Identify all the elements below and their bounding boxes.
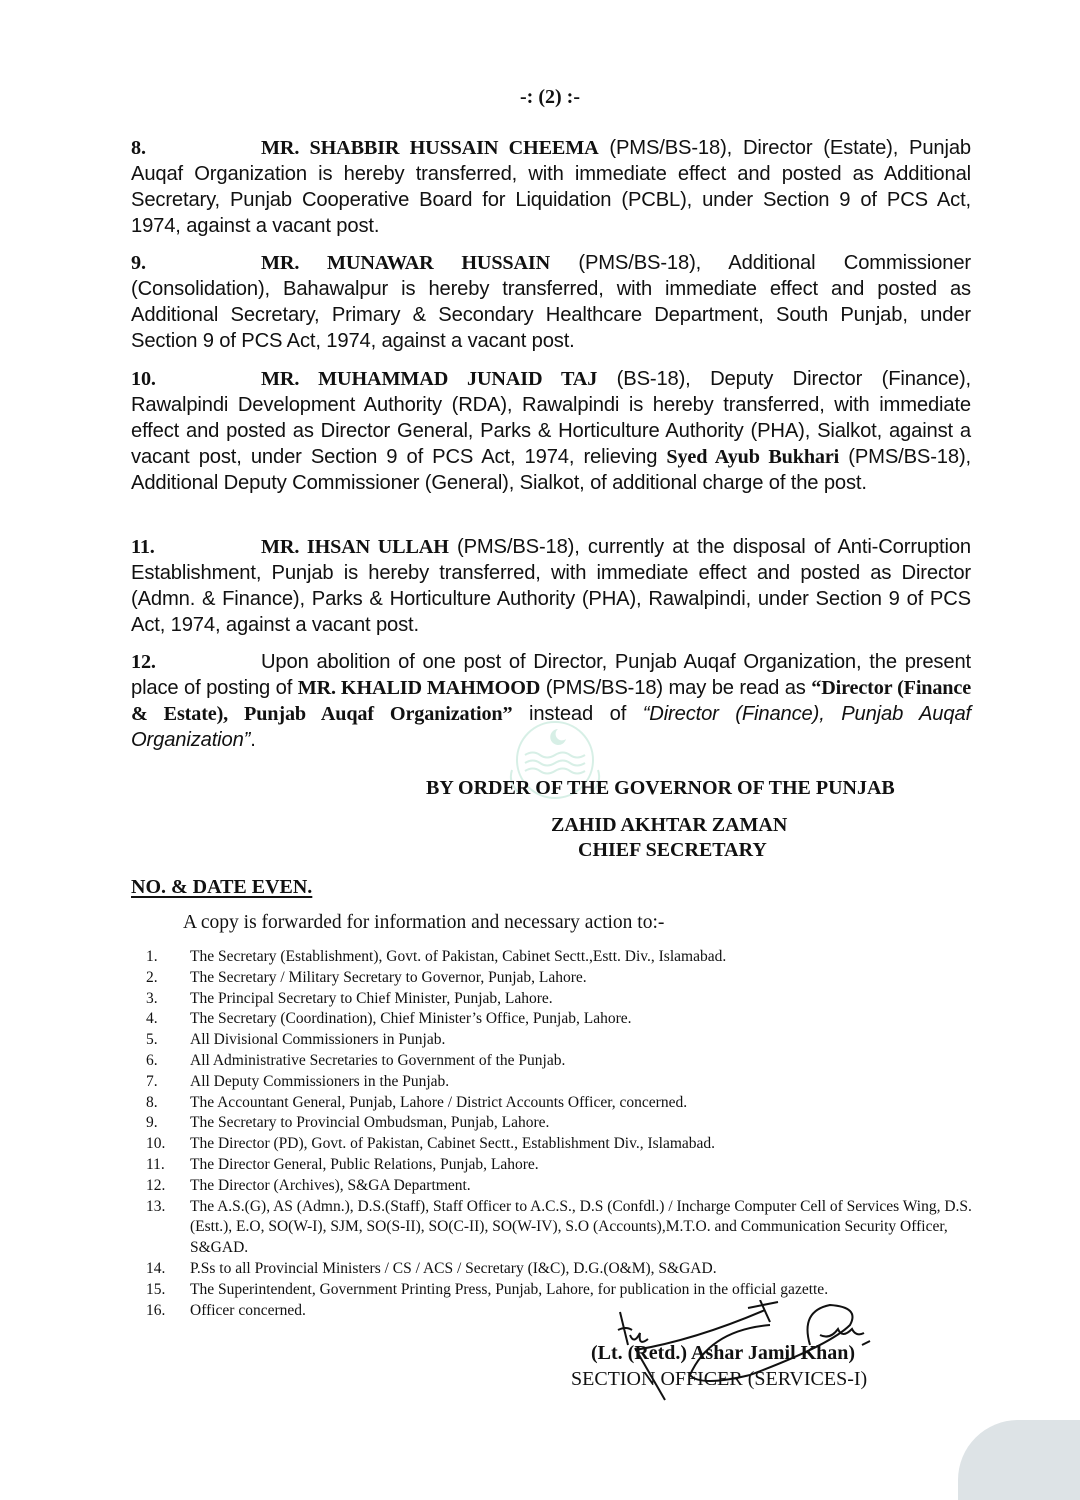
paragraph-text: (PMS/BS-18), Additional Commissioner (Consolidation), Bahawalpur is hereby transferred, with immediate effect and posted as Additional Secretary, Primary & Secondary Healthcare Department, South Punjab, under Section 9 of PCS Act, 1974, against a vacant post. [131,252,971,352]
list-item-text: The A.S.(G), AS (Admn.), D.S.(Staff), Staff Officer to A.C.S., D.S (Confdl.) / Incharge Computer Cell of Services Wing, D.S.(Estt.), E.O, SO(W-I), SJM, SO(S-II), SO(C-II), SO(W-IV), S.O (Accounts),M.T.O. and Communication Security Officer, S&GAD. [190,1197,972,1257]
list-item-text: The Director (Archives), S&GA Department. [190,1176,471,1194]
list-item-number: 14. [146,1259,166,1277]
list-item-text: All Divisional Commissioners in Punjab. [190,1031,446,1049]
list-item-number: 10. [146,1135,166,1153]
list-item [146,947,986,968]
list-item-text: P.Ss to all Provincial Ministers / CS / ACS / Secretary (I&C), D.G.(O&M), S&GAD. [190,1259,717,1277]
list-item-number: 9. [146,1114,158,1132]
old-designation: “Director (Finance), Punjab Auqaf Organization” [131,703,971,751]
copy-to-list [146,947,986,1321]
no-and-date-heading: NO. & DATE EVEN. [131,876,313,898]
paragraph-text: instead of [512,703,643,725]
list-item-text: All Deputy Commissioners in the Punjab. [190,1072,450,1090]
list-item-number: 11. [146,1155,165,1173]
list-item-number: 4. [146,1010,158,1028]
order-line: BY ORDER OF THE GOVERNOR OF THE PUNJAB [426,777,895,799]
list-item [146,1134,986,1155]
officer-name: MR. MUHAMMAD JUNAID TAJ [261,368,598,390]
list-item [146,1280,986,1301]
list-item [146,968,986,989]
list-item-text: The Accountant General, Punjab, Lahore / District Accounts Officer, concerned. [190,1093,688,1111]
list-item [146,1030,986,1051]
list-item-text: The Secretary to Provincial Ombudsman, Punjab, Lahore. [190,1114,550,1132]
paragraph-8 [131,135,971,239]
list-item-number: 16. [146,1301,166,1319]
list-item [146,1051,986,1072]
paragraph-11 [131,534,971,638]
list-item-text: The Secretary / Military Secretary to Governor, Punjab, Lahore. [190,968,587,986]
list-item-number: 2. [146,968,158,986]
officer-name: MR. KHALID MAHMOOD [297,677,541,699]
paragraph-text: (PMS/BS-18) may be read as [540,677,812,699]
paragraph-number: 10. [131,368,156,390]
paragraph-10 [131,366,971,496]
signatory-title: SECTION OFFICER (SERVICES-I) [571,1368,868,1390]
list-item-number: 12. [146,1176,166,1194]
list-item [146,989,986,1010]
paragraph-text: (PMS/BS-18), Additional Deputy Commissioner (General), Sialkot, of additional charge of the post. [131,446,971,494]
paragraph-text: (PMS/BS-18), currently at the disposal of Anti-Corruption Establishment, Punjab is hereby transferred, with immediate effect and posted as Director (Admn. & Finance), Parks & Horticulture Authority (PHA), Rawalpindi, under Section 9 of PCS Act, 1974, against a vacant post. [131,536,972,636]
page-number: -: (2) :- [520,86,580,108]
paragraph-9 [131,250,971,354]
officer-name: MR. IHSAN ULLAH [261,536,449,558]
page-corner-shape [958,1420,1080,1500]
list-item-text: The Secretary (Coordination), Chief Minister’s Office, Punjab, Lahore. [190,1010,632,1028]
list-item [146,1113,986,1134]
list-item-number: 13. [146,1197,166,1215]
list-item-text: The Secretary (Establishment), Govt. of Pakistan, Cabinet Sectt.,Estt. Div., Islamabad. [190,948,727,965]
list-item-text: The Director General, Public Relations, Punjab, Lahore. [190,1155,539,1173]
list-item-text: The Director (PD), Govt. of Pakistan, Cabinet Sectt., Establishment Div., Islamabad. [190,1135,716,1153]
list-item-number: 3. [146,989,158,1007]
list-item-text: Officer concerned. [190,1301,306,1319]
list-item-text: The Principal Secretary to Chief Minister, Punjab, Lahore. [190,989,553,1007]
list-item [146,1176,986,1197]
list-item [146,1093,986,1114]
chief-secretary-name: ZAHID AKHTAR ZAMAN [551,814,788,836]
list-item-number: 7. [146,1072,158,1090]
list-item [146,1155,986,1176]
paragraph-text: Upon abolition of one post of Director, Punjab Auqaf Organization, the present place of posting of [131,651,971,699]
paragraph-text: (PMS/BS-18), Director (Estate), Punjab Auqaf Organization is hereby transferred, with immediate effect and posted as Additional Secretary, Punjab Cooperative Board for Liquidation (PCBL), under Section 9 of PCS Act, 1974, against a vacant post. [131,137,971,237]
officer-name: MR. MUNAWAR HUSSAIN [261,252,551,274]
paragraph-number: 9. [131,252,146,274]
forward-line: A copy is forwarded for information and necessary action to:- [183,912,665,933]
list-item [146,1259,986,1280]
list-item-number: 1. [146,948,158,965]
list-item-text: The Superintendent, Government Printing Press, Punjab, Lahore, for publication in the official gazette. [190,1280,829,1298]
list-item-number: 6. [146,1051,158,1069]
list-item-text: All Administrative Secretaries to Government of the Punjab. [190,1051,566,1069]
paragraph-text: . [250,729,256,751]
officer-name: MR. SHABBIR HUSSAIN CHEEMA [261,137,599,159]
signatory-name: (Lt. (Retd.) Ashar Jamil Khan) [591,1342,856,1364]
list-item-number: 8. [146,1093,158,1111]
list-item [146,1009,986,1030]
list-item-number: 5. [146,1031,158,1049]
chief-secretary-title: CHIEF SECRETARY [578,839,767,861]
paragraph-number: 12. [131,651,156,673]
paragraph-number: 8. [131,137,146,159]
list-item-number: 15. [146,1280,166,1298]
list-item [146,1072,986,1093]
new-designation: “Director (Finance & Estate), Punjab Auqaf Organization” [131,677,971,725]
paragraph-number: 11. [131,536,155,558]
paragraph-text: (BS-18), Deputy Director (Finance), Rawalpindi Development Authority (RDA), Rawalpindi is hereby transferred, with immediate effect and posted as Director General, Parks & Horticulture Authority (PHA), Sialkot, against a vacant post, under Section 9 of PCS Act, 1974, relieving [131,368,972,468]
relieved-officer-name: Syed Ayub Bukhari [666,446,840,468]
list-item [146,1197,986,1259]
